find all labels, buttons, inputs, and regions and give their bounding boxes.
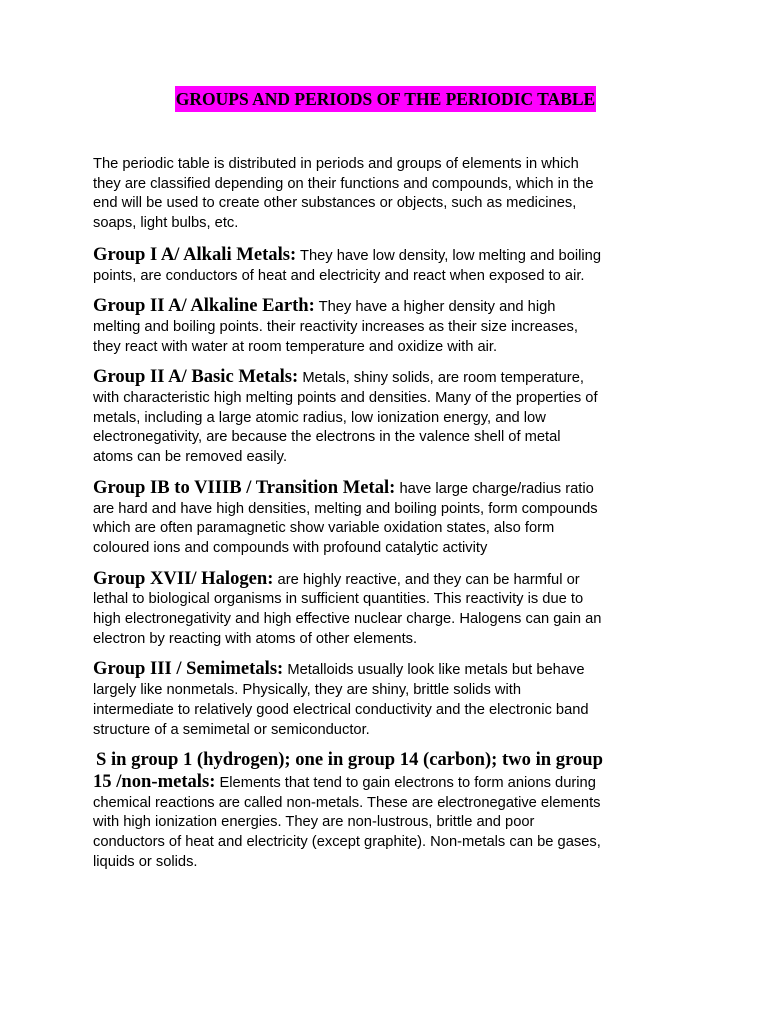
section-text: have large charge/radius ratio xyxy=(395,480,594,497)
title-container xyxy=(93,86,678,112)
section-line: coloured ions and compounds with profound catalytic activity xyxy=(93,539,488,556)
section-semimetals xyxy=(93,659,678,740)
section-heading-line xyxy=(93,750,678,772)
section-line: lethal to biological organisms in sufficient quantities. This reactivity is due to xyxy=(93,591,584,608)
section-transition-metal xyxy=(93,478,678,559)
section-text: Metalloids usually look like metals but behave xyxy=(283,662,585,679)
section-heading: Group IB to VIIIB / Transition Metal: xyxy=(93,476,396,498)
section-heading: Group XVII/ Halogen: xyxy=(93,567,274,589)
section-halogen xyxy=(93,569,678,650)
section-alkaline-earth xyxy=(93,296,678,357)
document-title: GROUPS AND PERIODS OF THE PERIODIC TABLE xyxy=(175,86,596,112)
intro-line: The periodic table is distributed in periods and groups of elements in which xyxy=(93,156,579,172)
intro-line: they are classified depending on their functions and compounds, which in the xyxy=(93,175,594,192)
section-line: points, are conductors of heat and electricity and react when exposed to air. xyxy=(93,267,585,284)
section-line: they react with water at room temperature and oxidize with air. xyxy=(93,338,498,355)
section-text: They have low density, low melting and boiling xyxy=(296,247,601,264)
section-first-line xyxy=(93,772,678,794)
section-line: chemical reactions are called non-metals. These are electronegative elements xyxy=(93,794,601,811)
section-heading: 15 /non-metals: xyxy=(93,770,216,792)
section-line: which are often paramagnetic show variable oxidation states, also form xyxy=(93,520,555,537)
section-line: with high ionization energies. They are non-lustrous, brittle and poor xyxy=(93,814,535,831)
intro-line: end will be used to create other substances or objects, such as medicines, xyxy=(93,195,577,212)
intro-line: soaps, light bulbs, etc. xyxy=(93,215,239,232)
section-text: Elements that tend to gain electrons to form anions during xyxy=(215,774,596,791)
section-line: electronegativity, are because the electrons in the valence shell of metal xyxy=(93,429,561,446)
section-line: metals, including a large atomic radius, low ionization energy, and low xyxy=(93,409,546,426)
section-line: conductors of heat and electricity (except graphite). Non-metals can be gases, xyxy=(93,834,601,851)
section-line: are hard and have high densities, melting and boiling points, form compounds xyxy=(93,500,598,517)
section-text: They have a higher density and high xyxy=(314,299,556,316)
section-first-line xyxy=(93,659,678,681)
section-alkali-metals xyxy=(93,245,678,286)
section-first-line xyxy=(93,296,678,318)
section-line: with characteristic high melting points and densities. Many of the properties of xyxy=(93,390,598,407)
section-first-line xyxy=(93,478,678,500)
section-first-line xyxy=(93,367,678,389)
section-heading: Group II A/ Basic Metals: xyxy=(93,366,299,388)
section-basic-metals xyxy=(93,367,678,468)
section-line: melting and boiling points. their reactivity increases as their size increases, xyxy=(93,318,578,335)
section-heading: Group III / Semimetals: xyxy=(93,658,284,680)
intro-paragraph xyxy=(93,155,678,234)
section-heading: Group II A/ Alkaline Earth: xyxy=(93,295,315,317)
section-first-line xyxy=(93,569,678,591)
section-line: structure of a semimetal or semiconductor. xyxy=(93,721,370,738)
section-line: liquids or solids. xyxy=(93,853,198,870)
section-line: electron by reacting with atoms of other elements. xyxy=(93,630,418,647)
section-heading: Group I A/ Alkali Metals: xyxy=(93,243,297,265)
section-heading: S in group 1 (hydrogen); one in group 14 (carbon); two in group xyxy=(96,749,603,771)
section-line: intermediate to relatively good electrical conductivity and the electronic band xyxy=(93,701,589,718)
section-text: Metals, shiny solids, are room temperature, xyxy=(298,370,584,387)
section-line: high electronegativity and high effective nuclear charge. Halogens can gain an xyxy=(93,611,602,628)
section-line: atoms can be removed easily. xyxy=(93,449,288,466)
section-first-line xyxy=(93,245,678,267)
section-non-metals xyxy=(93,750,678,872)
section-line: largely like nonmetals. Physically, they are shiny, brittle solids with xyxy=(93,682,522,699)
section-text: are highly reactive, and they can be harmful or xyxy=(273,571,580,588)
